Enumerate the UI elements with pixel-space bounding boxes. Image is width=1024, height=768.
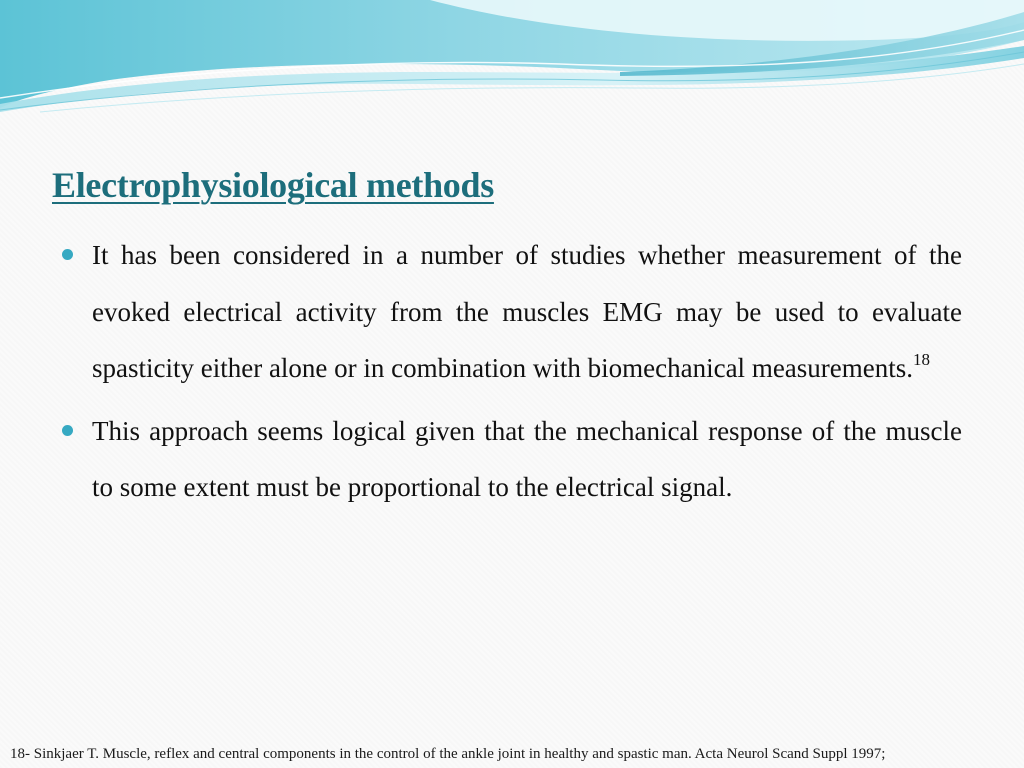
bullet-list	[62, 227, 962, 522]
footnote-reference: 18- Sinkjaer T. Muscle, reflex and central components in the control of the ankle joint in healthy and spastic man. Acta Neurol Scand Suppl 1997;	[10, 746, 886, 762]
header-wave-decoration	[0, 0, 1024, 120]
bullet-dot-icon	[62, 425, 73, 436]
citation-superscript: 18	[913, 350, 931, 369]
bullet-dot-icon	[62, 249, 73, 260]
bullet-body: This approach seems logical given that the mechanical response of the muscle to some extent must be proportional to the electrical signal.	[92, 415, 962, 502]
bullet-body: It has been considered in a number of studies whether measurement of the evoked electrical activity from the muscles EMG may be used to evaluate spasticity either alone or in combination with biomechanical measurements.	[92, 240, 962, 383]
bullet-item	[62, 403, 962, 516]
bullet-item	[62, 227, 962, 397]
slide-title: Electrophysiological methods	[52, 165, 494, 205]
bullet-text	[92, 227, 962, 397]
bullet-text	[92, 403, 962, 516]
